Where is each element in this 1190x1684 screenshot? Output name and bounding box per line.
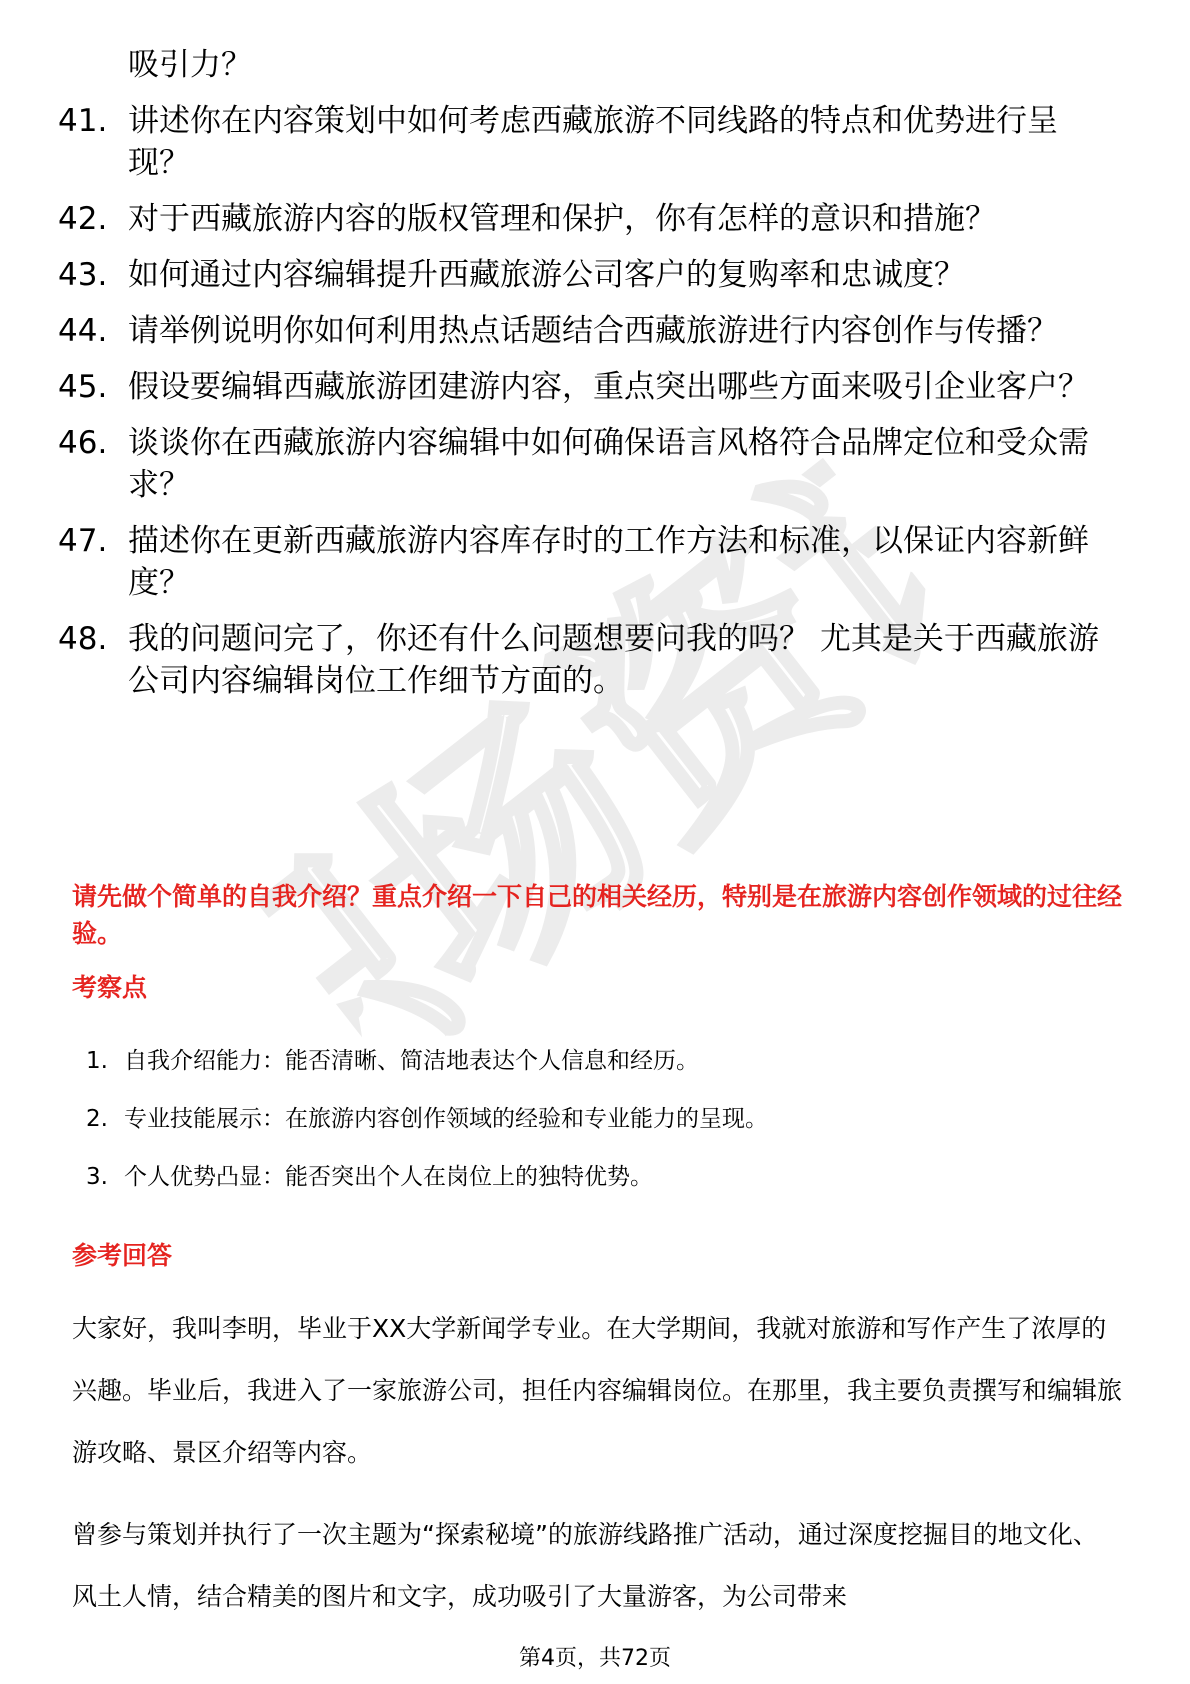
question-number: 42. bbox=[58, 201, 108, 237]
point-number: 2. bbox=[86, 1106, 108, 1132]
question-number: 46. bbox=[58, 425, 108, 461]
question-number: 45. bbox=[58, 369, 108, 405]
question-item bbox=[58, 100, 1118, 184]
point-text: 专业技能展示：在旅游内容创作领域的经验和专业能力的呈现。 bbox=[124, 1106, 768, 1132]
question-item bbox=[58, 422, 1118, 506]
point-text: 自我介绍能力：能否清晰、简洁地表达个人信息和经历。 bbox=[124, 1048, 699, 1074]
question-item bbox=[58, 44, 1118, 86]
question-text: 假设要编辑西藏旅游团建游内容，重点突出哪些方面来吸引企业客户？ bbox=[128, 369, 1089, 405]
question-number: 48. bbox=[58, 621, 108, 657]
assessment-heading: 考察点 bbox=[72, 973, 148, 1002]
watermark-text: 职场资讯 bbox=[197, 382, 1023, 1158]
assessment-point bbox=[80, 1160, 1120, 1194]
point-number: 3. bbox=[86, 1164, 108, 1190]
question-number: 43. bbox=[58, 257, 108, 293]
question-item bbox=[58, 520, 1118, 604]
question-item bbox=[58, 198, 1118, 240]
question-item bbox=[58, 310, 1118, 352]
question-text: 描述你在更新西藏旅游内容库存时的工作方法和标准，以保证内容新鲜度？ bbox=[128, 523, 1089, 601]
featured-question: 请先做个简单的自我介绍？重点介绍一下自己的相关经历，特别是在旅游内容创作领域的过往经验。 bbox=[72, 882, 1123, 948]
question-text: 讲述你在内容策划中如何考虑西藏旅游不同线路的特点和优势进行呈现？ bbox=[128, 103, 1058, 181]
reference-paragraph: 曾参与策划并执行了一次主题为“探索秘境”的旅游线路推广活动，通过深度挖掘目的地文化、风土人情，结合精美的图片和文字，成功吸引了大量游客，为公司带来 bbox=[72, 1520, 1098, 1611]
question-number: 41. bbox=[58, 103, 108, 139]
question-item bbox=[58, 366, 1118, 408]
question-text: 吸引力？ bbox=[128, 47, 252, 83]
assessment-point bbox=[80, 1102, 1120, 1136]
point-number: 1. bbox=[86, 1048, 108, 1074]
question-text: 我的问题问完了，你还有什么问题想要问我的吗？ 尤其是关于西藏旅游公司内容编辑岗位工作细节方面的。 bbox=[128, 621, 1099, 699]
assessment-point bbox=[80, 1044, 1120, 1078]
point-text: 个人优势凸显：能否突出个人在岗位上的独特优势。 bbox=[124, 1164, 653, 1190]
reference-paragraph: 大家好，我叫李明，毕业于XX大学新闻学专业。在大学期间，我就对旅游和写作产生了浓厚的兴趣。毕业后，我进入了一家旅游公司，担任内容编辑岗位。在那里，我主要负责撰写和编辑旅游攻略、景区介绍等内容。 bbox=[72, 1314, 1123, 1467]
reference-heading: 参考回答 bbox=[72, 1241, 173, 1270]
assessment-points bbox=[80, 1044, 1120, 1218]
question-text: 请举例说明你如何利用热点话题结合西藏旅游进行内容创作与传播？ bbox=[128, 313, 1058, 349]
page-footer: 第4页，共72页 bbox=[519, 1646, 671, 1671]
question-item bbox=[58, 618, 1118, 702]
question-text: 谈谈你在西藏旅游内容编辑中如何确保语言风格符合品牌定位和受众需求？ bbox=[128, 425, 1089, 503]
question-list bbox=[58, 44, 1118, 716]
question-text: 如何通过内容编辑提升西藏旅游公司客户的复购率和忠诚度？ bbox=[128, 257, 965, 293]
question-item bbox=[58, 254, 1118, 296]
question-text: 对于西藏旅游内容的版权管理和保护，你有怎样的意识和措施？ bbox=[128, 201, 996, 237]
question-number: 44. bbox=[58, 313, 108, 349]
question-number: 47. bbox=[58, 523, 108, 559]
